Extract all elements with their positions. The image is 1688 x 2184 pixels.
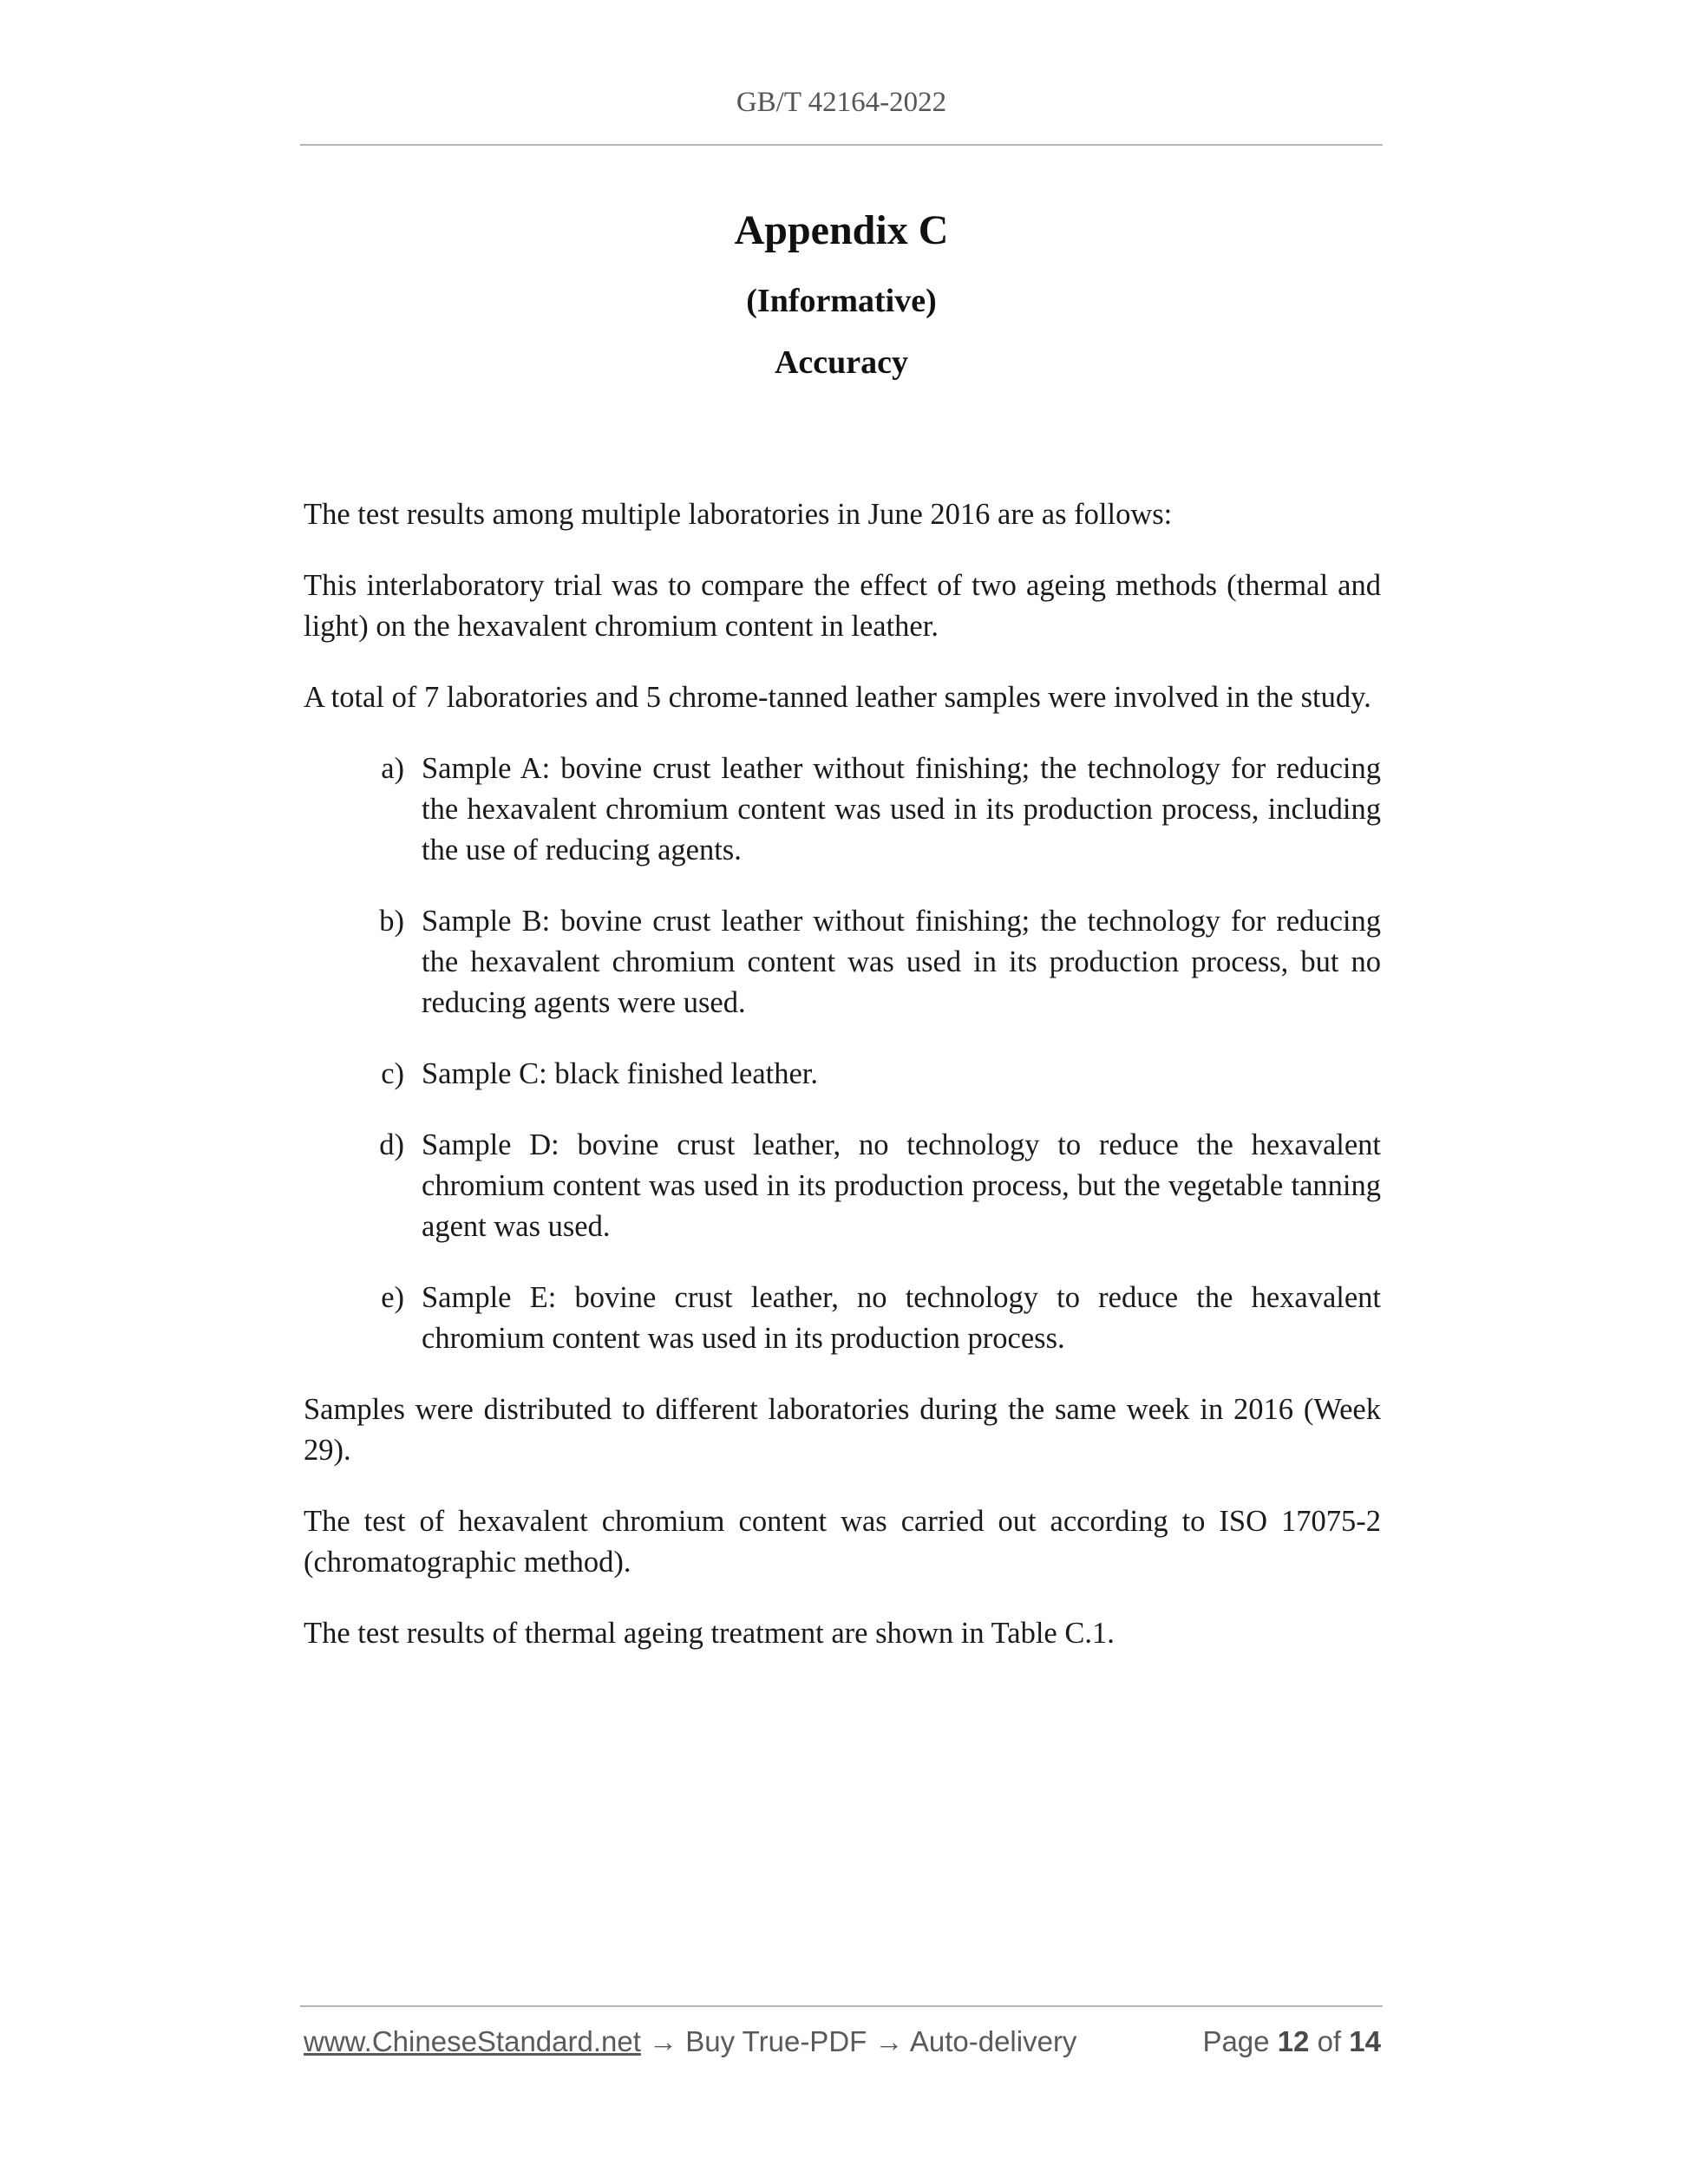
distribution-paragraph: Samples were distributed to different laboratories during the same week in 2016 (Week 29). [304,1393,1381,1467]
arrow-right-icon: → [649,2025,678,2057]
current-page-number: 12 [1277,2025,1310,2057]
intro-paragraph: The test results among multiple laboratories in June 2016 are as follows: [304,498,1173,531]
scope-paragraph: A total of 7 laboratories and 5 chrome-tanned leather samples were involved in the study. [304,681,1371,714]
auto-delivery-text: Auto-delivery [909,2025,1077,2057]
list-item-text: Sample B: bovine crust leather without finishing; the technology for reducing the hexavalent chromium content was used in its production process, but no reducing agents were used. [422,905,1381,1019]
header-divider [300,144,1383,146]
list-marker: b) [379,905,404,938]
page-indicator [1202,2025,1381,2058]
appendix-subject: Accuracy [774,344,909,381]
arrow-right-icon: → [874,2025,904,2057]
list-marker: a) [381,752,404,785]
appendix-title: Appendix C [734,207,949,253]
list-marker: c) [381,1057,404,1090]
buy-true-pdf-text: Buy True-PDF [685,2025,867,2057]
list-item [356,901,1381,1023]
method-paragraph: The test of hexavalent chromium content was carried out according to ISO 17075-2 (chromatographic method). [304,1505,1381,1579]
list-item [356,1278,1381,1359]
list-marker: d) [379,1128,404,1161]
document-body [304,494,1381,1684]
list-item [356,1054,1381,1095]
results-reference-paragraph: The test results of thermal ageing treatment are shown in Table C.1. [304,1617,1115,1650]
page-footer [304,2025,1381,2069]
list-item [356,1125,1381,1247]
of-label: of [1317,2025,1342,2057]
purpose-paragraph: This interlaboratory trial was to compare the effect of two ageing methods (thermal and light) on the hexavalent chromium content in leather. [304,569,1381,643]
list-item-text: Sample D: bovine crust leather, no technology to reduce the hexavalent chromium content was used in its production process, but the vegetable tanning agent was used. [422,1128,1381,1243]
list-item [356,749,1381,871]
list-item-text: Sample A: bovine crust leather without finishing; the technology for reducing the hexavalent chromium content was used in its production process, including the use of reducing agents. [422,752,1381,866]
list-marker: e) [381,1281,404,1314]
appendix-type: (Informative) [746,283,937,319]
document-number-header: GB/T 42164-2022 [736,87,947,118]
list-item-text: Sample E: bovine crust leather, no technology to reduce the hexavalent chromium content was used in its production process. [422,1281,1381,1355]
website-link[interactable]: www.ChineseStandard.net [304,2025,641,2057]
page-label: Page [1202,2025,1270,2057]
total-page-number: 14 [1349,2025,1381,2057]
footer-divider [300,2005,1383,2007]
list-item-text: Sample C: black finished leather. [422,1057,819,1090]
sample-list [304,749,1381,1359]
